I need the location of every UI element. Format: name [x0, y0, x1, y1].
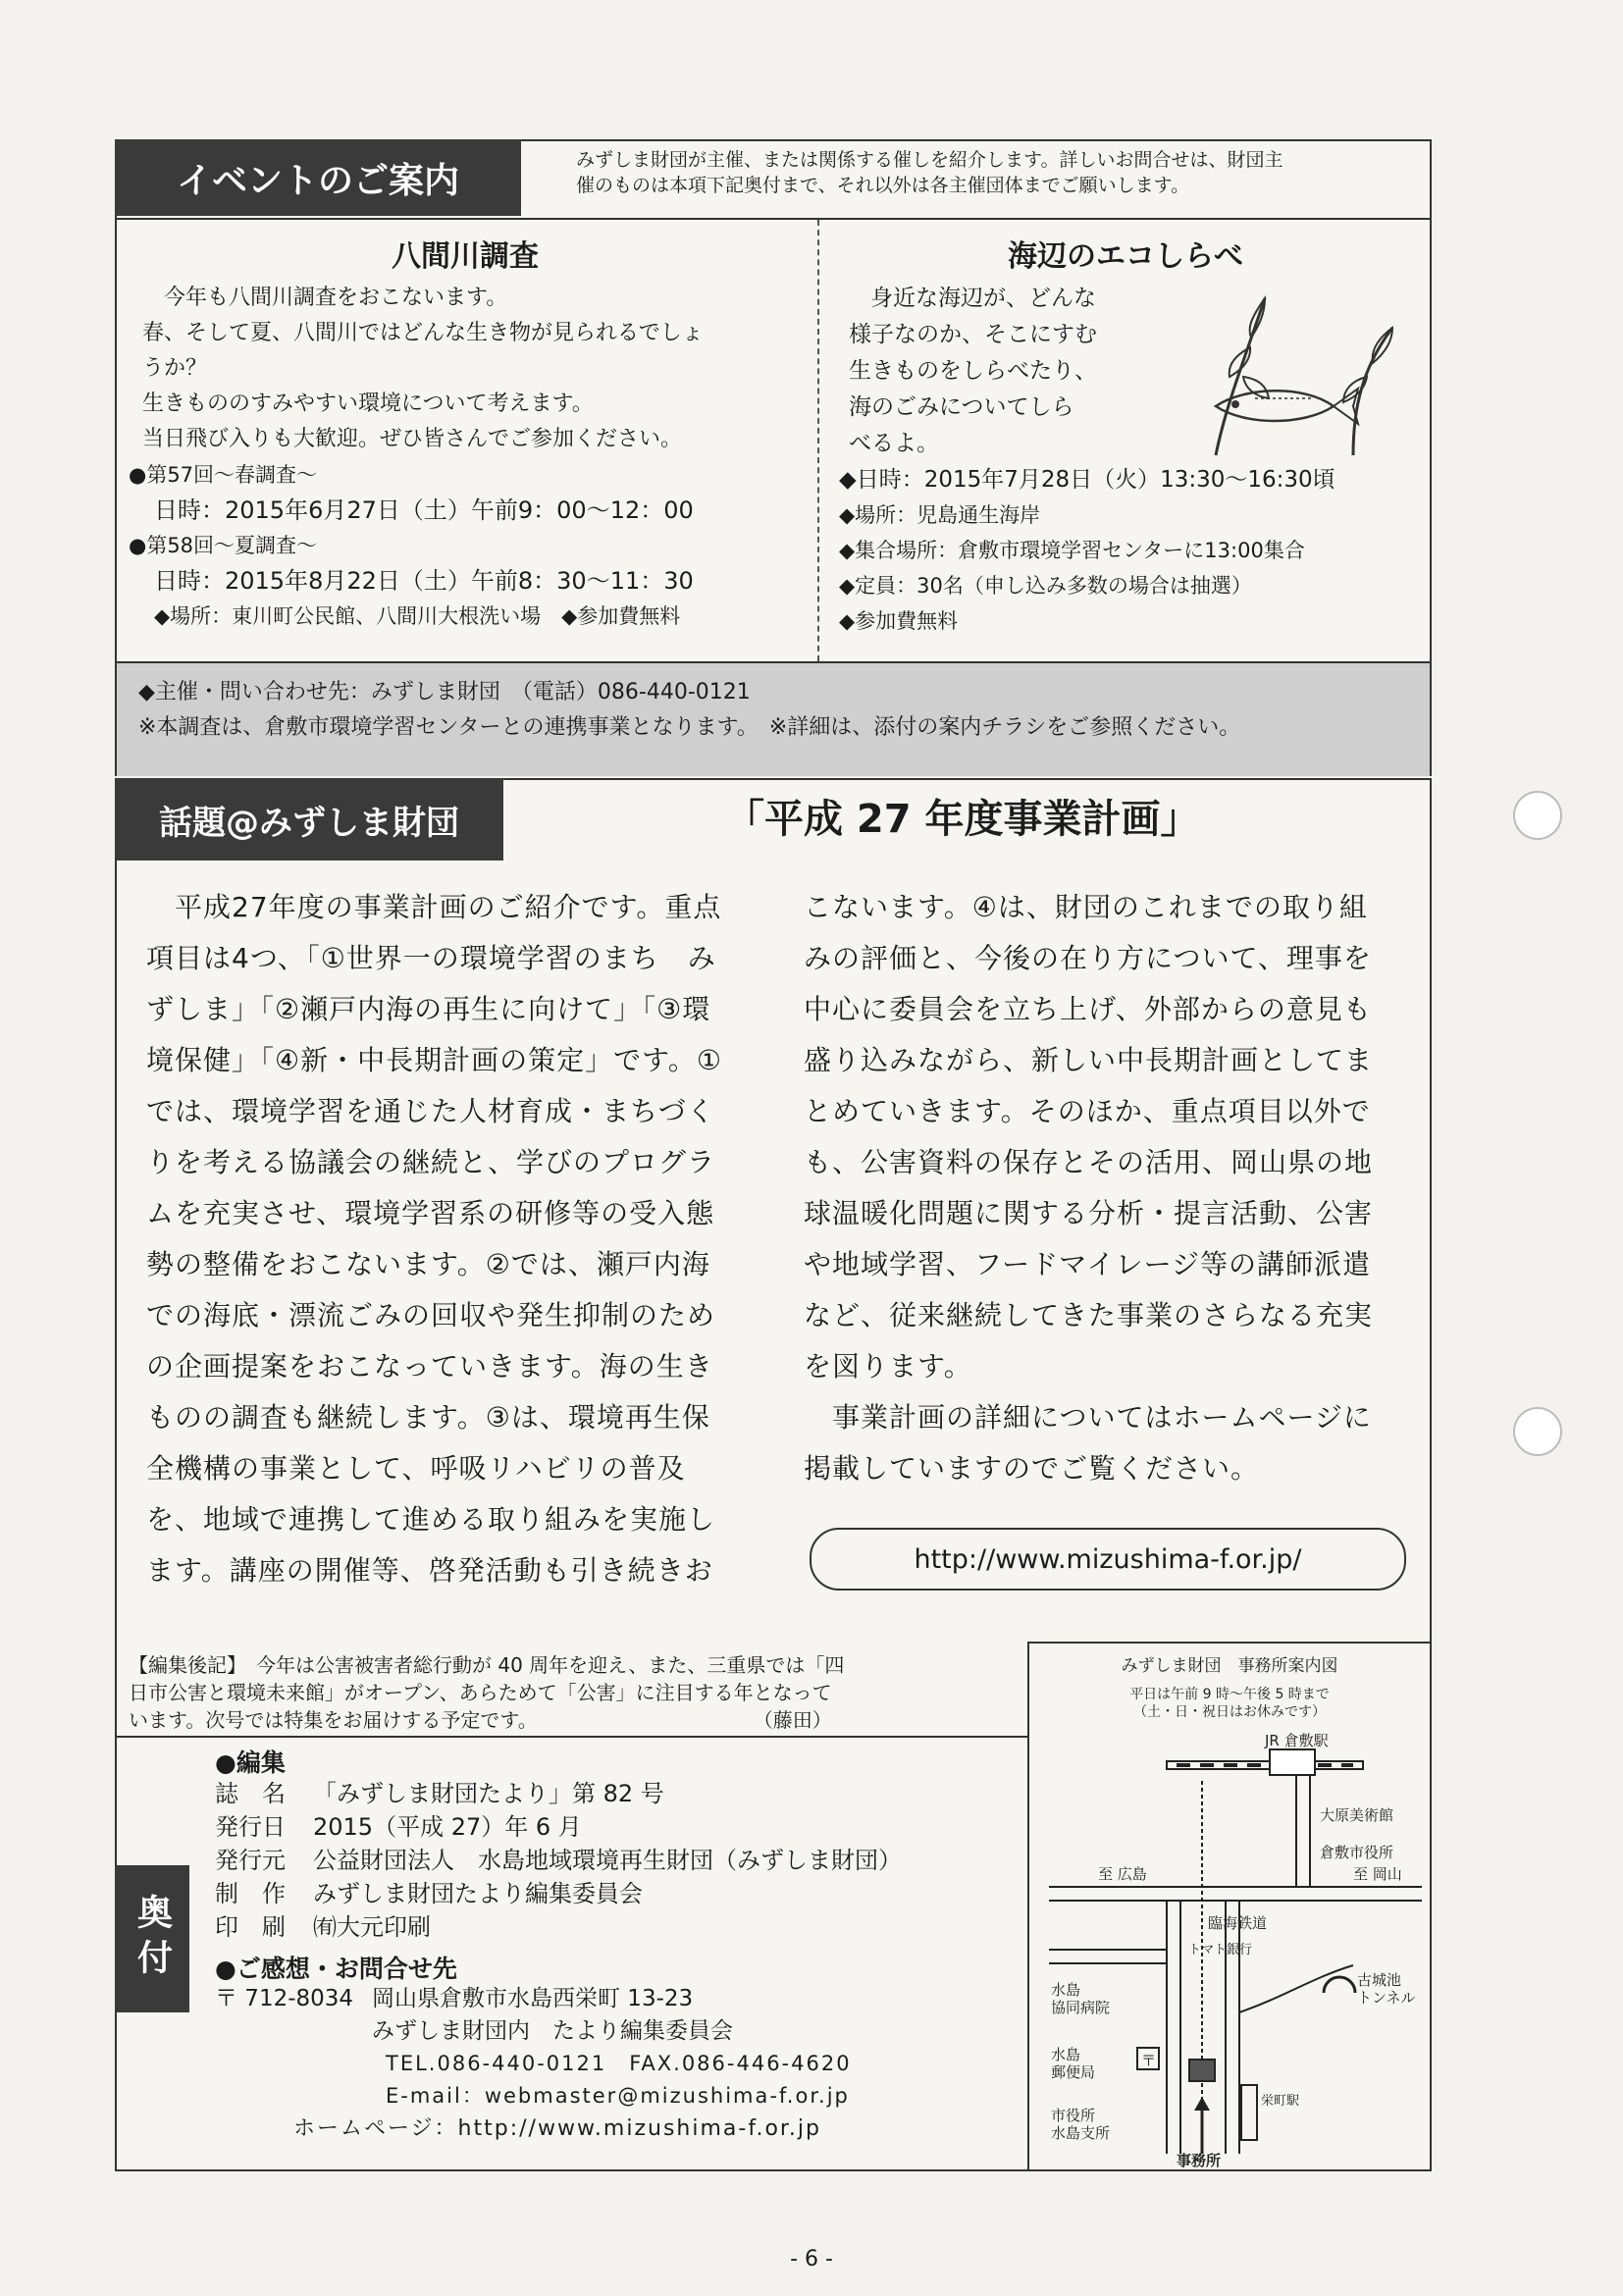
colophon-row: 発行日 2015（平成 27）年 6 月	[215, 1813, 582, 1841]
event-details: ◆日時：2015年7月28日（火）13:30〜16:30頃 ◆場所：児島通生海岸 ◆集合場所：倉敷市環境学習センターに13:00集合 ◆定員：30名（申し込み多数の場合は抽選） ◆参加費無料	[839, 467, 1335, 633]
colophon-contact: 〒 712-8034 岡山県倉敷市水島西栄町 13-23 みずしま財団内 たより編集委員会 TEL.086-440-0121 FAX.086-446-4620 E-mail：webmaster@mizushima-f.or.jp ホームページ：http://www.mizushima-f.or.jp	[215, 1983, 852, 2145]
colophon-tab: 奥付	[115, 1865, 189, 2012]
fish-seaweed-illustration	[1157, 269, 1412, 465]
label-branch: 市役所	[1051, 2107, 1096, 2124]
page-number: - 6 -	[790, 2247, 833, 2271]
post-mark-icon: 〒	[1141, 2052, 1157, 2069]
jr-railway	[1167, 1761, 1363, 1769]
label-rinkai: 臨海鉄道	[1208, 1914, 1268, 1932]
topic-tab: 話題@みずしま財団	[115, 778, 503, 861]
events-intro: みずしま財団が主催、または関係する催しを紹介します。詳しいお問合せは、財団主 催のものは本項下記奥付まで、それ以外は各主催団体までご願いします。	[576, 149, 1283, 196]
jr-station-label: JR 倉敷駅	[1265, 1732, 1329, 1749]
event-hachikengawa	[117, 220, 813, 634]
label-tomato: トマト銀行	[1188, 1943, 1253, 1957]
event-umibe	[823, 220, 1428, 639]
events-section	[115, 139, 1432, 776]
road-west	[1049, 1950, 1167, 1963]
events-divider	[817, 220, 819, 661]
colophon-edit-heading: ●編集	[215, 1748, 286, 1777]
binder-hole-top	[1513, 791, 1562, 840]
colophon-homepage[interactable]: ホームページ：http://www.mizushima-f.or.jp	[293, 2116, 822, 2141]
event-sessions: ●第57回〜春調査〜 日時：2015年6月27日（土）午前9：00〜12：00 ●第58回〜夏調査〜 日時：2015年8月22日（土）午前8：30〜11：30 ◆場所：東川町公民館、八間川大根洗い場 ◆参加費無料	[129, 463, 694, 628]
topic-body-left: 平成27年度の事業計画のご紹介です。重点 項目は4つ、「①世界一の環境学習のまち み ずしま」「②瀬戸内海の再生に向けて」「③環 境保健」「④新・中長期計画の策定」です。① では、環境学習を通じた人材育成・まちづく りを考える協議会の継続と、学びのプログラ ムを充実させ、環境学習系の研修等の受入態 勢の整備をおこないます。②では、瀬戸内海 での海底・漂流ごみの回収や発生抑制のため の企画提案をおこなっていきます。海の生き ものの調査も継続します。③は、環境再生保 全機構の事業として、呼吸リハビリの普及 を、地域で連携して進める取り組みを実施し ます。講座の開催等、啓発活動も引き続きお	[146, 891, 722, 1587]
event-body: 今年も八間川調査をおこないます。 春、そして夏、八間川ではどんな生き物が見られるでしょ うか？ 生きもののすみやすい環境について考えます。 当日飛び入りも大歓迎。ぜひ皆さんでご参加ください。	[142, 286, 704, 451]
topic-body-right: こないます。④は、財団のこれまでの取り組 みの評価と、今後の在り方について、理事を 中心に委員会を立ち上げ、外部からの意見も 盛り込みながら、新しい中長期計画としてま とめていきます。そのほか、重点項目以外で も、公害資料の保存とその活用、岡山県の地 球温暖化問題に関する分析・提言活動、公害 や地域学習、フードマイレージ等の講師派遣 など、従来継続してきた事業のさらなる充実 を図ります。 事業計画の詳細についてはホームページに 掲載していますのでご覧ください。	[804, 891, 1374, 1485]
label-furuike: 古城池	[1357, 1971, 1402, 1989]
colophon	[115, 1736, 1031, 2171]
map-title: みずしま財団 事務所案内図	[1121, 1656, 1338, 1676]
map-drawing	[1029, 1644, 1430, 2169]
topic-url-pill[interactable]: http://www.mizushima-f.or.jp/	[810, 1528, 1406, 1591]
colophon-row: 制 作 みずしま財団たより編集委員会	[215, 1880, 643, 1907]
topic-section	[115, 778, 1432, 1645]
label-office: 事務所	[1177, 2152, 1222, 2169]
label-ohara: 大原美術館	[1320, 1806, 1394, 1824]
label-branch-office: 水島支所	[1051, 2124, 1111, 2142]
label-station: 栄町駅	[1261, 2094, 1300, 2109]
editor-note: 【編集後記】 今年は公害被害者総行動が 40 周年を迎え、また、三重県では「四 日市公害と環境未来館」がオープン、あらためて「公害」に注目する年となって います。次号では特集をお届けする予定です。 （藤田）	[115, 1642, 1031, 1738]
road-to-tunnel	[1239, 1965, 1353, 2012]
colophon-rows	[215, 1777, 902, 1944]
events-footer: ◆主催・問い合わせ先：みずしま財団 （電話）086-440-0121 ※本調査は、倉敷市環境学習センターとの連携事業となります。 ※詳細は、添付の案内チラシをご参照ください。	[117, 661, 1430, 776]
station-icon	[1241, 2085, 1257, 2140]
label-post: 水島	[1051, 2046, 1081, 2063]
map-hours-note: （土・日・祝日はお休みです）	[1133, 1704, 1326, 1720]
label-okayama: 至 岡山	[1353, 1865, 1402, 1883]
colophon-row: 誌 名 「みずしま財団たより」第 82 号	[215, 1780, 664, 1807]
office-building-icon	[1189, 2060, 1215, 2081]
colophon-contact-heading: ●ご感想・お問合せ先	[215, 1955, 457, 1983]
office-arrow-head-icon	[1194, 2097, 1210, 2111]
office-map	[1027, 1642, 1432, 2171]
label-tunnel: トンネル	[1357, 1989, 1416, 2007]
topic-title: 「平成 27 年度事業計画」	[725, 797, 1200, 842]
map-hours: 平日は午前 9 時〜午後 5 時まで	[1129, 1687, 1330, 1702]
road-south	[1167, 1901, 1180, 2154]
label-cityhall: 倉敷市役所	[1320, 1844, 1394, 1861]
colophon-row: 印 刷 ㈲大元印刷	[215, 1913, 431, 1941]
event-title: 八間川調査	[392, 239, 539, 274]
label-hiroshima: 至 広島	[1098, 1865, 1147, 1883]
event-body: 身近な海辺が、どんな 様子なのか、そこにすむ 生きものをしらべたり、 海のごみについてしら べるよ。	[849, 286, 1097, 456]
label-hospital: 水島	[1051, 1981, 1081, 1999]
jr-station-icon	[1270, 1749, 1315, 1775]
colophon-email[interactable]: E-mail：webmaster@mizushima-f.or.jp	[386, 2084, 850, 2108]
label-hospital-name: 協同病院	[1051, 1999, 1111, 2016]
label-post-office: 郵便局	[1051, 2063, 1096, 2081]
binder-hole-bottom	[1513, 1407, 1562, 1456]
ns-road-north	[1296, 1775, 1310, 1887]
tunnel-icon	[1324, 1977, 1355, 1993]
colophon-row: 発行元 公益財団法人 水島地域環境再生財団（みずしま財団）	[215, 1847, 902, 1874]
road-south-east	[1226, 1901, 1239, 2154]
events-tab: イベントのご案内	[115, 139, 521, 216]
event-title: 海辺のエコしらべ	[1008, 239, 1243, 274]
